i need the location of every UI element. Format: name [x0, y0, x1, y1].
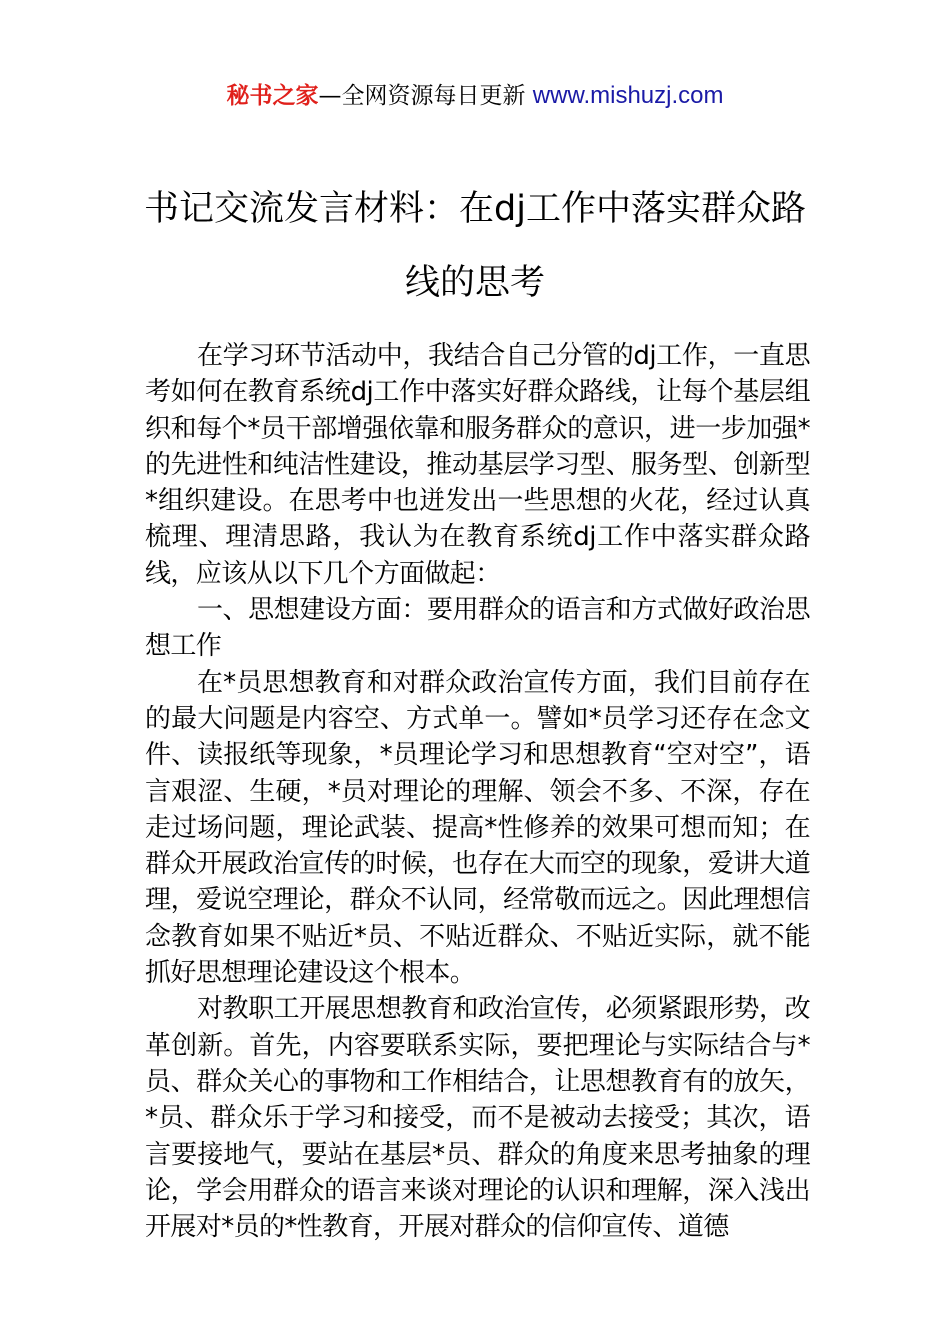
brand-name: 秘书之家 [226, 83, 319, 109]
document-body [145, 338, 810, 1245]
section-heading-1: 一、思想建设方面：要用群众的语言和方式做好政治思想工作 [145, 595, 810, 662]
header-slogan: —全网资源每日更新 [318, 83, 533, 109]
paragraph-intro: 在学习环节活动中，我结合自己分管的dj工作，一直思考如何在教育系统dj工作中落实好群众路线，让每个基层组织和每个*员干部增强依靠和服务群众的意识，进一步加强*的先进性和纯洁性建设，推动基层学习型、服务型、创新型*组织建设。在思考中也迸发出一些思想的火花，经过认真梳理、理清思路，我认为在教育系统dj工作中落实群众路线，应该从以下几个方面做起： [145, 341, 810, 589]
paragraph-solution: 对教职工开展思想教育和政治宣传，必须紧跟形势，改革创新。首先，内容要联系实际，要把理论与实际结合与*员、群众关心的事物和工作相结合，让思想教育有的放矢，*员、群众乐于学习和接受，而不是被动去接受；其次，语言要接地气，要站在基层*员、群众的角度来思考抽象的理论，学会用群众的语言来谈对理论的认识和理解，深入浅出开展对*员的*性教育，开展对群众的信仰宣传、道德 [145, 994, 810, 1243]
site-url-link[interactable]: www.mishuzj.com [532, 82, 724, 109]
site-header [0, 80, 950, 112]
document-title: 书记交流发言材料：在dj工作中落实群众路线的思考 [144, 189, 806, 303]
paragraph-problem: 在*员思想教育和对群众政治宣传方面，我们目前存在的最大问题是内容空、方式单一。譬如*员学习还存在念文件、读报纸等现象，*员理论学习和思想教育“空对空”，语言艰涩、生硬，*员对理论的理解、领会不多、不深，存在走过场问题，理论武装、提高*性修养的效果可想而知；在群众开展政治宣传的时候，也存在大而空的现象，爱讲大道理，爱说空理论，群众不认同，经常敬而远之。因此理想信念教育如果不贴近*员、不贴近群众、不贴近实际，就不能抓好思想理论建设这个根本。 [145, 667, 810, 989]
